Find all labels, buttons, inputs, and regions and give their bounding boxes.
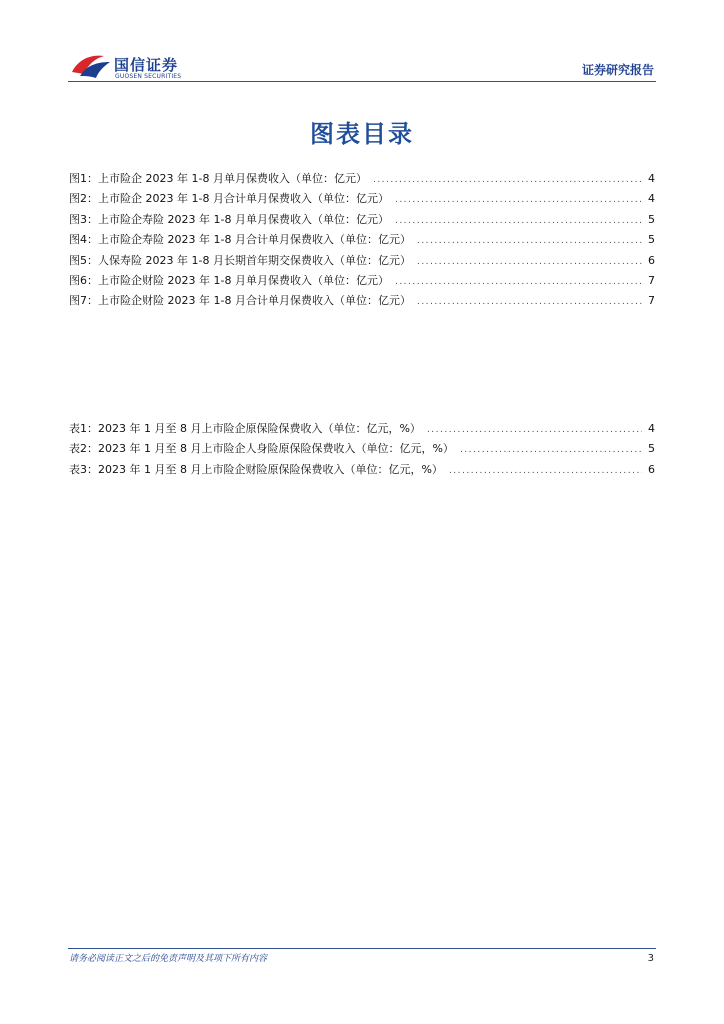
toc-entry-text: 上市险企 2023 年 1-8 月单月保费收入（单位：亿元） xyxy=(98,172,367,185)
dot-leader xyxy=(417,297,642,307)
dot-leader xyxy=(460,445,642,455)
figure-list xyxy=(69,170,655,313)
toc-entry-label: 图1： xyxy=(69,172,98,185)
dot-leader xyxy=(417,257,642,267)
toc-entry-figure-2[interactable] xyxy=(69,190,655,210)
report-type-label: 证券研究报告 xyxy=(581,63,654,77)
toc-entry-label: 图3： xyxy=(69,212,98,226)
header-divider xyxy=(68,81,656,82)
toc-entry-text: 上市险企寿险 2023 年 1-8 月合计单月保费收入（单位：亿元） xyxy=(98,233,411,247)
toc-entry-figure-5[interactable] xyxy=(69,252,655,272)
toc-entry-text: 2023 年 1 月至 8 月上市险企人身险原保险保费收入（单位：亿元，%） xyxy=(98,442,454,456)
toc-entry-table-3[interactable] xyxy=(69,461,655,481)
toc-entry-label: 图7： xyxy=(69,294,98,308)
toc-entry-page: 5 xyxy=(648,212,655,226)
dot-leader xyxy=(449,466,642,476)
toc-entry-text: 上市险企财险 2023 年 1-8 月单月保费收入（单位：亿元） xyxy=(98,273,389,287)
toc-entry-label: 图4： xyxy=(69,233,98,247)
dot-leader xyxy=(395,195,642,205)
dot-leader xyxy=(395,216,642,226)
toc-entry-page: 5 xyxy=(648,233,655,247)
brand-name-en: GUOSEN SECURITIES xyxy=(115,73,182,80)
dot-leader xyxy=(417,236,642,246)
dot-leader xyxy=(373,175,642,185)
toc-entry-text: 2023 年 1 月至 8 月上市险企财险原保险保费收入（单位：亿元，%） xyxy=(98,462,443,476)
toc-entry-label: 表2： xyxy=(69,442,98,456)
brand-name-cn: 国信证券 xyxy=(114,56,179,74)
toc-entry-label: 表3： xyxy=(69,462,98,476)
toc-entry-page: 4 xyxy=(648,422,655,435)
toc-entry-label: 图2： xyxy=(69,192,98,206)
toc-entry-page: 7 xyxy=(648,294,655,308)
dot-leader xyxy=(395,277,642,287)
toc-entry-label: 图6： xyxy=(69,273,98,287)
toc-entry-table-1[interactable] xyxy=(69,420,655,440)
toc-entry-table-2[interactable] xyxy=(69,440,655,460)
toc-entry-label: 表1： xyxy=(69,422,98,435)
toc-entry-figure-3[interactable] xyxy=(69,211,655,231)
toc-entry-page: 6 xyxy=(648,462,655,476)
table-list xyxy=(69,420,655,481)
footer-disclaimer: 请务必阅读正文之后的免责声明及其项下所有内容 xyxy=(69,954,268,964)
toc-entry-text: 上市险企 2023 年 1-8 月合计单月保费收入（单位：亿元） xyxy=(98,192,389,206)
toc-entry-label: 图5： xyxy=(69,253,98,267)
toc-entry-page: 6 xyxy=(648,253,655,267)
toc-entry-text: 2023 年 1 月至 8 月上市险企原保险保费收入（单位：亿元，%） xyxy=(98,422,421,435)
toc-entry-figure-1[interactable] xyxy=(69,170,655,190)
toc-entry-page: 4 xyxy=(648,172,655,185)
toc-entry-text: 上市险企财险 2023 年 1-8 月合计单月保费收入（单位：亿元） xyxy=(98,294,411,308)
guosen-logo-icon xyxy=(70,52,112,80)
toc-entry-page: 5 xyxy=(648,442,655,456)
toc-entry-figure-6[interactable] xyxy=(69,272,655,292)
page-number: 3 xyxy=(647,953,654,964)
toc-entry-text: 人保寿险 2023 年 1-8 月长期首年期交保费收入（单位：亿元） xyxy=(98,253,411,267)
toc-entry-page: 7 xyxy=(648,273,655,287)
toc-entry-page: 4 xyxy=(648,192,655,206)
toc-entry-text: 上市险企寿险 2023 年 1-8 月单月保费收入（单位：亿元） xyxy=(98,212,389,226)
footer-divider xyxy=(68,948,656,949)
toc-entry-figure-7[interactable] xyxy=(69,292,655,312)
page-header xyxy=(0,0,724,90)
toc-entry-figure-4[interactable] xyxy=(69,231,655,251)
dot-leader xyxy=(427,425,642,435)
page-title: 图表目录 xyxy=(310,120,414,148)
